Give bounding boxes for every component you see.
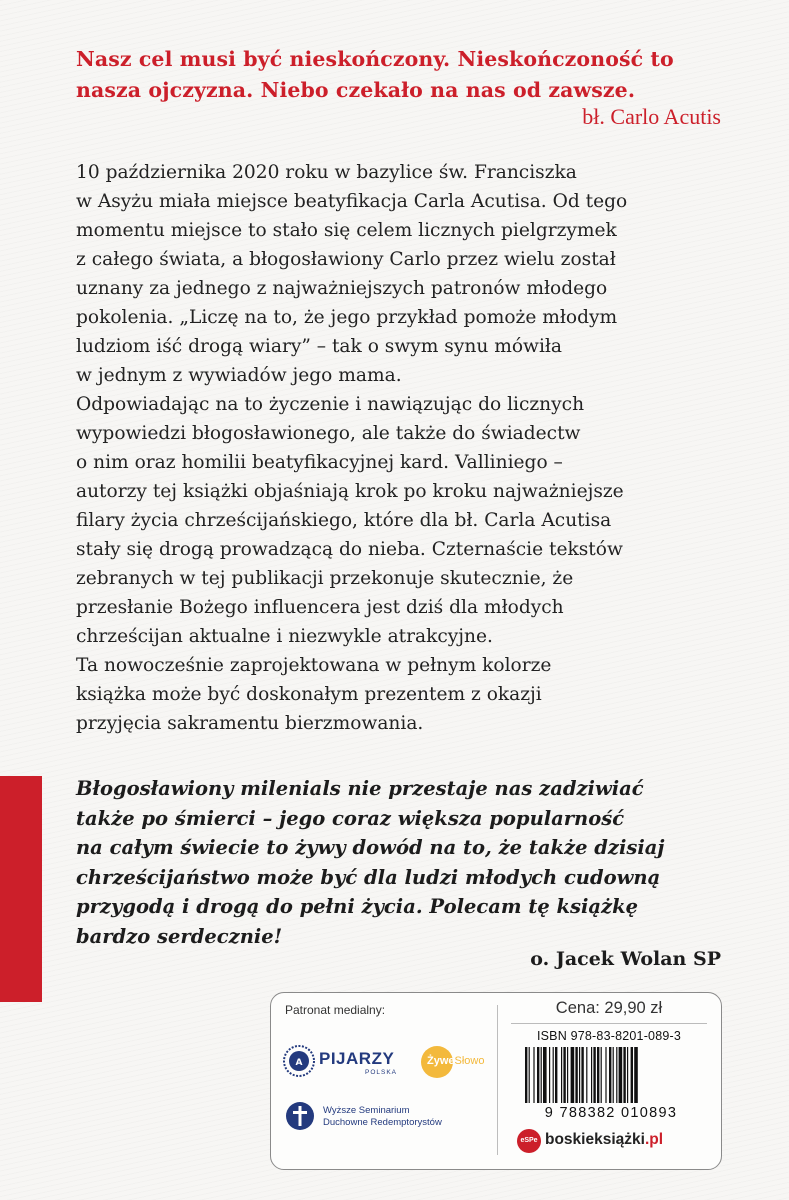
seminar-name: Wyższe Seminarium Duchowne Redemptorystów [323,1105,442,1128]
pijarzy-logo [281,1041,411,1083]
zywe-word: Żywe [427,1055,455,1067]
publisher-site [545,1131,663,1149]
isbn-label: ISBN 978-83-8201-089-3 [536,1029,682,1043]
top-quote: Nasz cel musi być nieskończony. Nieskończoność to nasza ojczyzna. Niebo czekało na nas od zawsze. [76,47,674,102]
seminar-shield-icon [285,1099,315,1133]
price-underline [511,1023,707,1024]
price-label: Cena: 29,90 zł [555,999,663,1017]
top-quote-author: bł. Carlo Acutis [582,104,721,129]
zywe-slowo-logo [421,1046,491,1078]
espe-badge: eSPe [517,1129,541,1153]
recommendation-author: o. Jacek Wolan SP [530,948,721,970]
pijarzy-wordmark: PIJARZY [319,1049,395,1068]
barcode-number: 9 788382 010893 [544,1105,678,1121]
red-accent-bar [0,776,42,1002]
svg-text:A: A [295,1058,303,1068]
barcode-icon [523,1047,699,1103]
pijarzy-emblem-icon [283,1045,315,1077]
seminar-logo [285,1097,495,1143]
info-box [270,992,722,1170]
slowo-word: Słowo [454,1055,485,1067]
description-text: 10 października 2020 roku w bazylice św. Franciszka w Asyżu miała miejsce beatyfikacja Carla Acutisa. Od tego momentu miejsce to stało się celem licznych pielgrzymek z całego świata, a błogosławiony Carlo przez wielu został uznany za jednego z najważniejszych patronów młodego pokolenia. „Liczę na to, że jego przykład pomoże młodym ludziom iść drogą wiary” – tak o swym synu mówiła w jednym z wywiadów jego mama. Odpowiadając na to życzenie i nawiązując do licznych wypowiedzi błogosławionego, ale także do świadectw o nim oraz homilii beatyfikacyjnej kard. Valliniego – autorzy tej książki objaśniają krok po kroku najważniejsze filary życia chrześcijańskiego, które dla bł. Carla Acutisa stały się drogą prowadzącą do nieba. Czternaście tekstów zebranych w tej publikacji przekonuje skutecznie, że przesłanie Bożego influencera jest dziś dla młodych chrześcijan aktualne i niezwykle atrakcyjne. Ta nowocześnie zaprojektowana w pełnym kolorze książka może być doskonałym prezentem z okazji przyjęcia sakramentu bierzmowania. [76,162,628,734]
box-divider [497,1005,498,1155]
recommendation-quote: Błogosławiony milenials nie przestaje nas zadziwiać także po śmierci – jego coraz większa popularność na całym świecie to żywy dowód na to, że także dzisiaj chrześcijaństwo może być dla ludzi młodych cudowną przygodą i drogą do pełni życia. Polecam tę książkę bardzo serdecznie! [76,777,665,948]
pijarzy-subtitle: POLSKA [365,1069,398,1076]
publisher-site-name: boskieksiążki [545,1131,645,1148]
patronat-label: Patronat medialny: [285,1003,386,1017]
publisher-site-tld: .pl [644,1131,664,1148]
